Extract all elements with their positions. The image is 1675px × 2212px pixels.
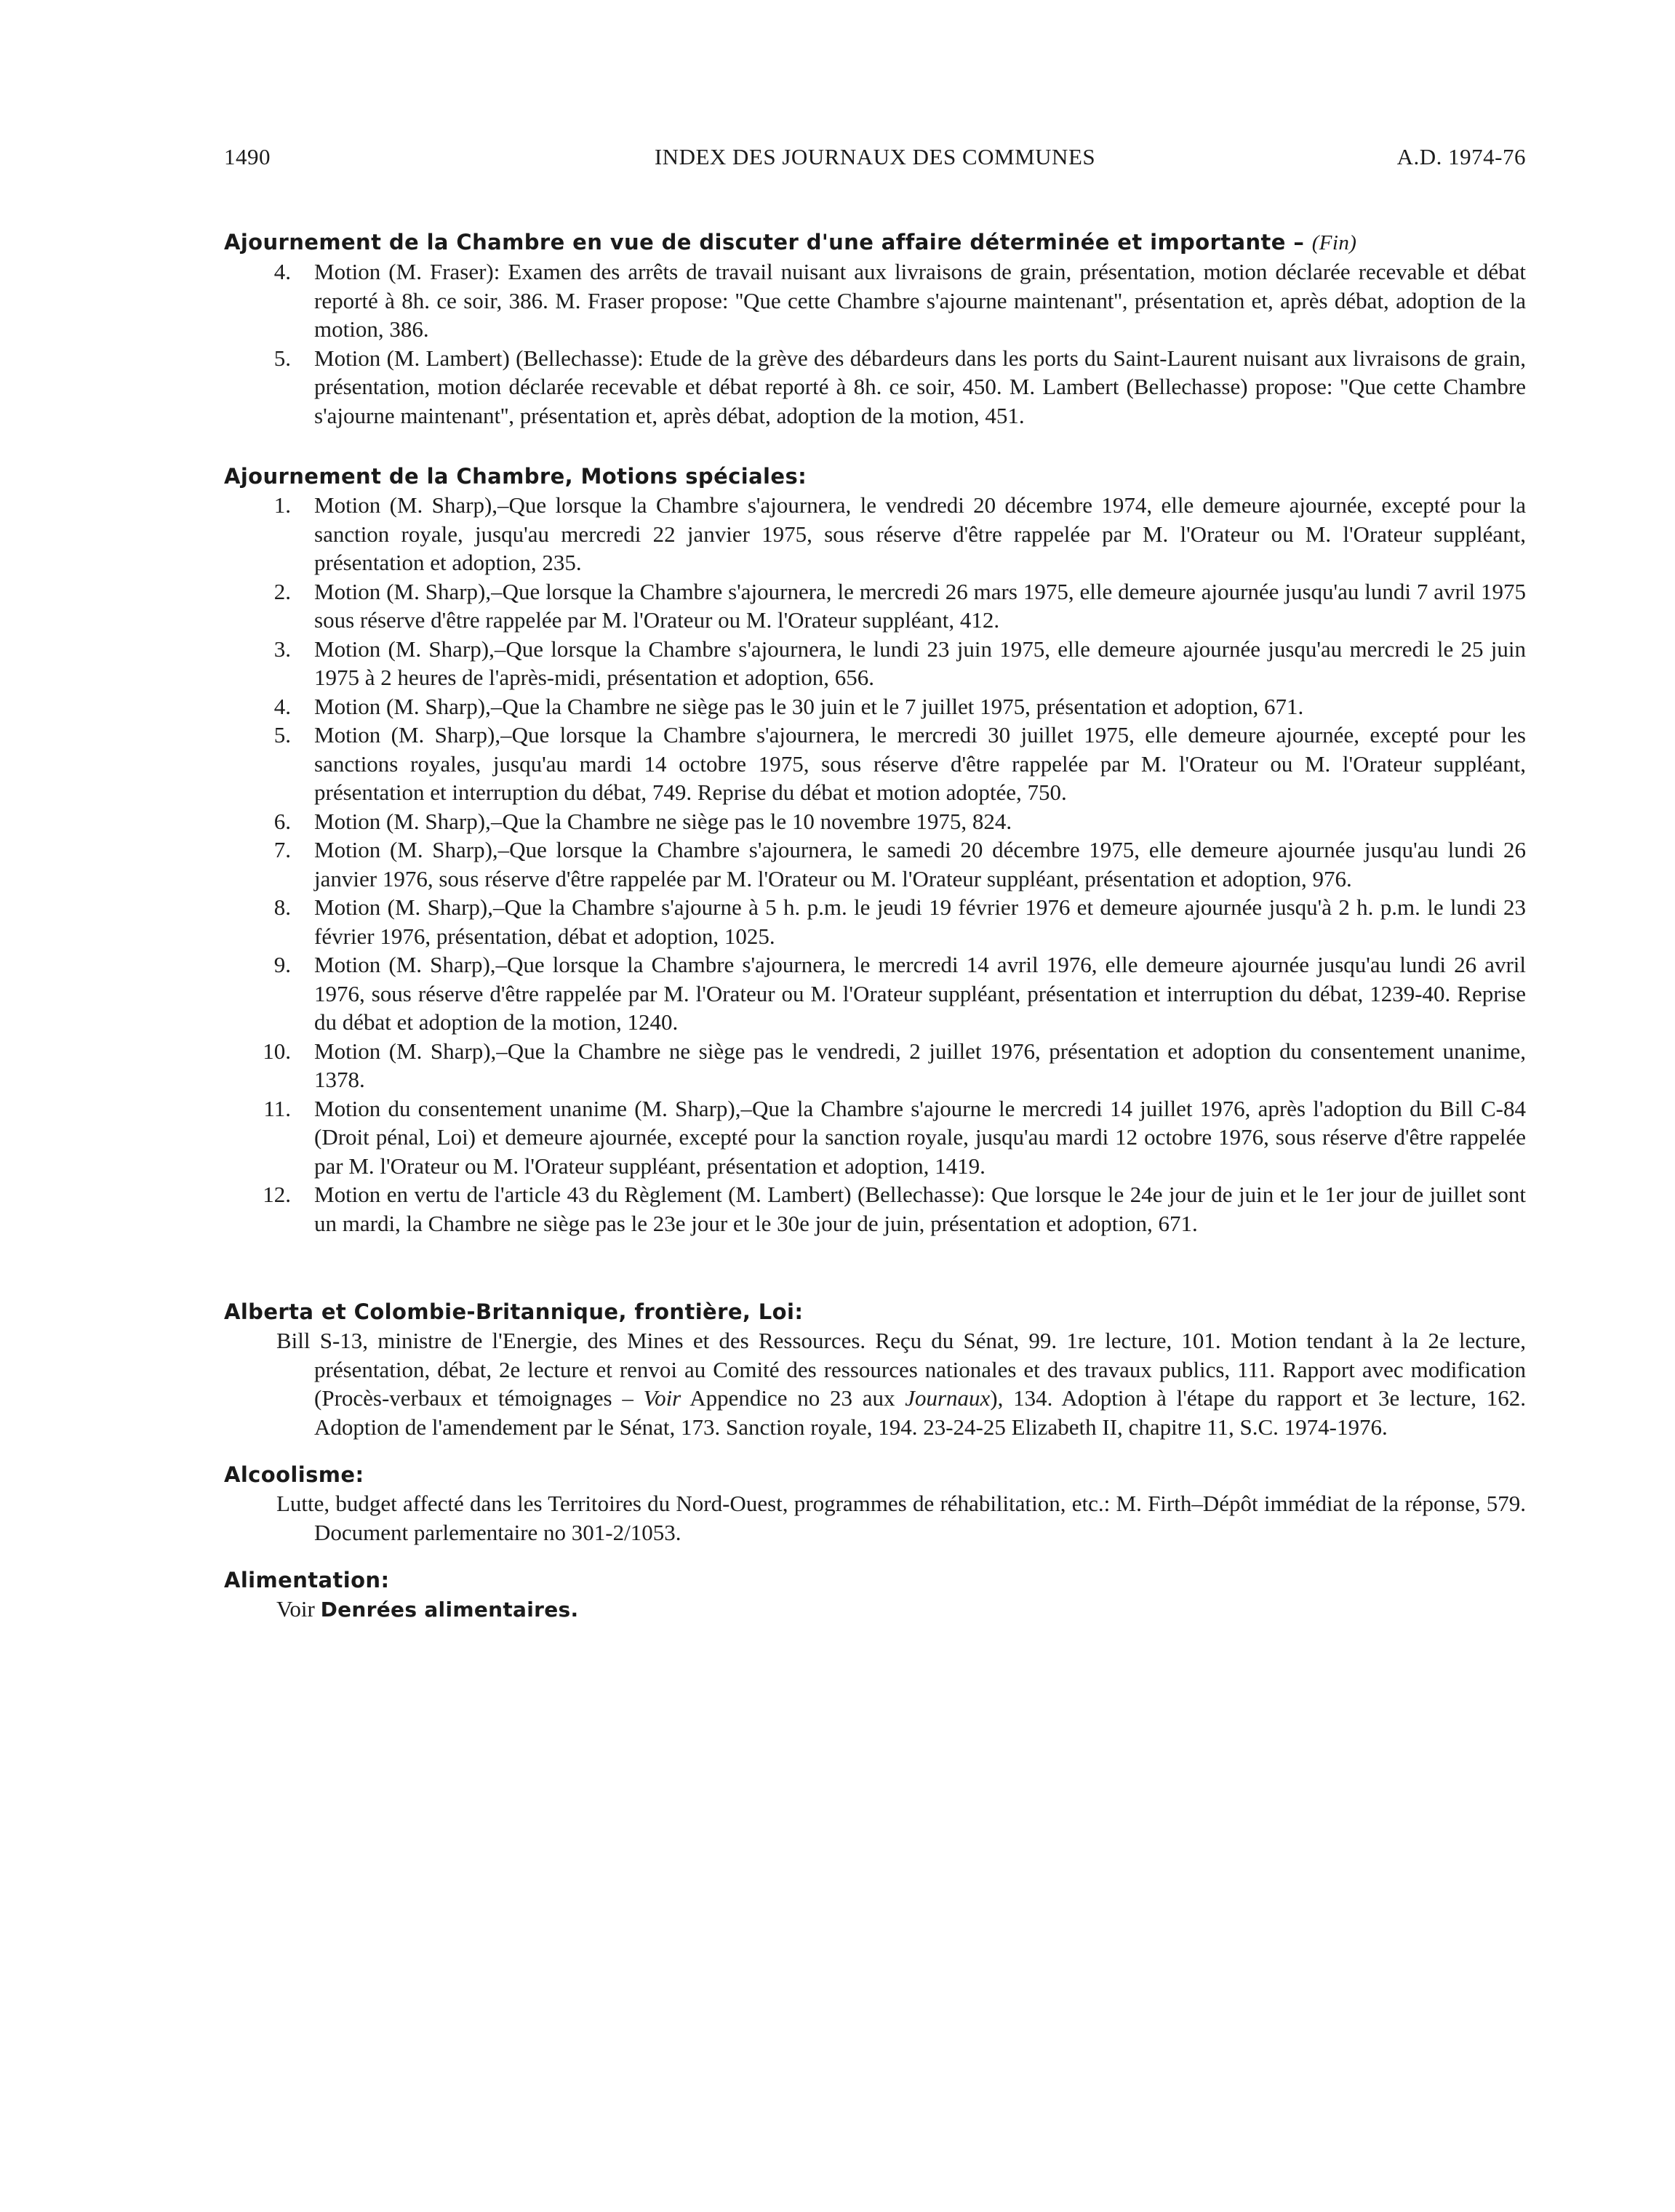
list-item [224,257,1526,344]
item-text: Motion (M. Sharp),–Que lorsque la Chambre s'ajournera, le samedi 20 décembre 1975, elle demeure ajournée jusqu'au lundi 26 janvier 1976, sous réserve d'être rappelée par M. l'Orateur ou M. l'Orateur suppléant, présentation et adoption, 976. [314,837,1526,891]
item-text: Motion du consentement unanime (M. Sharp),–Que la Chambre s'ajourne le mercredi 14 juillet 1976, après l'adoption du Bill C-84 (Droit pénal, Loi) et demeure ajournée, excepté pour la sanction royale, jusqu'au mardi 12 octobre 1976, sous réserve d'être rappelée par M. l'Orateur ou M. l'Orateur suppléant, présentation et adoption, 1419. [314,1095,1526,1179]
item-number: 4. [273,259,291,284]
section-alcoolisme [224,1460,1526,1547]
continued-marker: (Fin) [1311,231,1357,255]
journaux-reference: Journaux [905,1385,991,1411]
item-text: Motion (M. Sharp),–Que lorsque la Chambre s'ajournera, le mercredi 30 juillet 1975, elle demeure ajournée, excepté pour les sanctions royales, jusqu'au mardi 14 octobre 1975, sous réserve d'être rappelée par M. l'Orateur ou M. l'Orateur suppléant, présentation et interruption du débat, 749. Reprise du débat et motion adoptée, 750. [314,722,1526,805]
index-content [224,228,1526,1624]
list-item [224,344,1526,430]
list-item [224,721,1526,807]
item-number: 2. [273,578,291,604]
item-text: Motion (M. Fraser): Examen des arrêts de travail nuisant aux livraisons de grain, présentation, motion déclarée recevable et débat reporté à 8h. ce soir, 386. M. Fraser propose: ''Que cette Chambre s'ajourne maintenant'', présentation et, après débat, adoption de la motion, 386. [314,259,1526,342]
list-item [224,1180,1526,1238]
item-text: Motion (M. Sharp),–Que la Chambre ne siège pas le 30 juin et le 7 juillet 1975, présentation et adoption, 671. [314,693,1304,719]
list-item [224,1094,1526,1181]
entry-paragraph: Lutte, budget affecté dans les Territoires du Nord-Ouest, programmes de réhabilitation, etc.: M. Firth–Dépôt immédiat de la réponse, 579. Document parlementaire no 301-2/1053. [276,1491,1526,1545]
entry-list [224,491,1526,1238]
section-alberta [224,1297,1526,1441]
entry-paragraph: Voir Denrées alimentaires. [276,1596,579,1622]
item-number: 7. [273,837,291,862]
item-number: 12. [263,1182,291,1207]
item-text: Motion (M. Sharp),–Que lorsque la Chambre s'ajournera, le mercredi 14 avril 1976, elle demeure ajournée jusqu'au lundi 26 avril 1976, sous réserve d'être rappelée par M. l'Orateur ou M. l'Orateur suppléant, présentation et interruption du débat, 1239-40. Reprise du débat et adoption de la motion, 1240. [314,952,1526,1035]
item-number: 3. [273,636,291,662]
section-heading: Alberta et Colombie-Britannique, frontière, Loi: [224,1299,804,1324]
page-years: A.D. 1974-76 [1396,144,1526,169]
item-text: Motion (M. Lambert) (Bellechasse): Etude de la grève des débardeurs dans les ports du Saint-Laurent nuisant aux livraisons de grain, présentation, motion déclarée recevable et débat reporté à 8h. ce soir, 450. M. Lambert (Bellechasse) propose: ''Que cette Chambre s'ajourne maintenant'', présentation et, après débat, adoption de la motion, 451. [314,345,1526,428]
list-item [224,692,1526,721]
item-number: 8. [273,894,291,920]
page-header [224,144,1526,180]
item-number: 9. [273,952,291,977]
list-item [224,577,1526,635]
section-motions-speciales [224,462,1526,1238]
page-number: 1490 [224,144,271,169]
list-item [224,835,1526,893]
section-ajournement-affaire [224,228,1526,430]
item-number: 6. [273,808,291,834]
item-number: 4. [273,693,291,719]
section-heading: Alimentation: [224,1568,390,1592]
item-text: Motion en vertu de l'article 43 du Règlement (M. Lambert) (Bellechasse): Que lorsque le 24e jour de juin et le 1er jour de juillet sont un mardi, la Chambre ne siège pas le 23e jour et le 30e jour de juin, présentation et adoption, 671. [314,1182,1526,1236]
running-title: INDEX DES JOURNAUX DES COMMUNES [654,144,1096,169]
item-text: Motion (M. Sharp),–Que lorsque la Chambre s'ajournera, le lundi 23 juin 1975, elle demeure ajournée jusqu'au mercredi le 25 juin 1975 à 2 heures de l'après-midi, présentation et adoption, 656. [314,636,1526,690]
item-text: Motion (M. Sharp),–Que lorsque la Chambre s'ajournera, le vendredi 20 décembre 1974, elle demeure ajournée, excepté pour la sanction royale, jusqu'au mercredi 22 janvier 1975, sous réserve d'être rappelée par M. l'Orateur ou M. l'Orateur suppléant, présentation et adoption, 235. [314,492,1526,575]
section-heading: Ajournement de la Chambre, Motions spéciales: [224,464,807,489]
voir-reference: Voir [643,1385,681,1411]
item-text: Motion (M. Sharp),–Que lorsque la Chambre s'ajournera, le mercredi 26 mars 1975, elle demeure ajournée jusqu'au lundi 7 avril 1975 sous réserve d'être rappelée par M. l'Orateur ou M. l'Orateur suppléant, 412. [314,578,1526,633]
list-item [224,635,1526,692]
list-item [224,491,1526,577]
section-heading: Ajournement de la Chambre en vue de discuter d'une affaire déterminée et importante – (Fin) [224,230,1357,255]
item-text: Motion (M. Sharp),–Que la Chambre ne siège pas le vendredi, 2 juillet 1976, présentation et adoption du consentement unanime, 1378. [314,1038,1526,1092]
item-text: Motion (M. Sharp),–Que la Chambre s'ajourne à 5 h. p.m. le jeudi 19 février 1976 et demeure ajournée jusqu'à 2 h. p.m. le lundi 23 février 1976, présentation, débat et adoption, 1025. [314,894,1526,949]
item-number: 5. [273,722,291,748]
item-number: 5. [273,345,291,371]
item-text: Motion (M. Sharp),–Que la Chambre ne siège pas le 10 novembre 1975, 824. [314,808,1012,834]
item-number: 10. [263,1038,291,1064]
list-item [224,807,1526,836]
section-alimentation [224,1566,1526,1624]
list-item [224,893,1526,950]
cross-reference: Denrées alimentaires. [320,1598,579,1622]
entry-paragraph: Bill S-13, ministre de l'Energie, des Mines et des Ressources. Reçu du Sénat, 99. 1re lecture, 101. Motion tendant à la 2e lecture, présentation, débat, 2e lecture et renvoi au Comité des ressources nationales et des travaux publics, 111. Rapport avec modification (Procès-verbaux et témoignages – Voir Appendice no 23 aux Journaux), 134. Adoption à l'étape du rapport et 3e lecture, 162. Adoption de l'amendement par le Sénat, 173. Sanction royale, 194. 23-24-25 Elizabeth II, chapitre 11, S.C. 1974-1976. [276,1328,1527,1440]
list-item [224,1037,1526,1094]
entry-list [224,257,1526,430]
section-heading: Alcoolisme: [224,1462,364,1487]
item-number: 11. [263,1095,291,1121]
list-item [224,950,1526,1037]
item-number: 1. [273,492,291,518]
